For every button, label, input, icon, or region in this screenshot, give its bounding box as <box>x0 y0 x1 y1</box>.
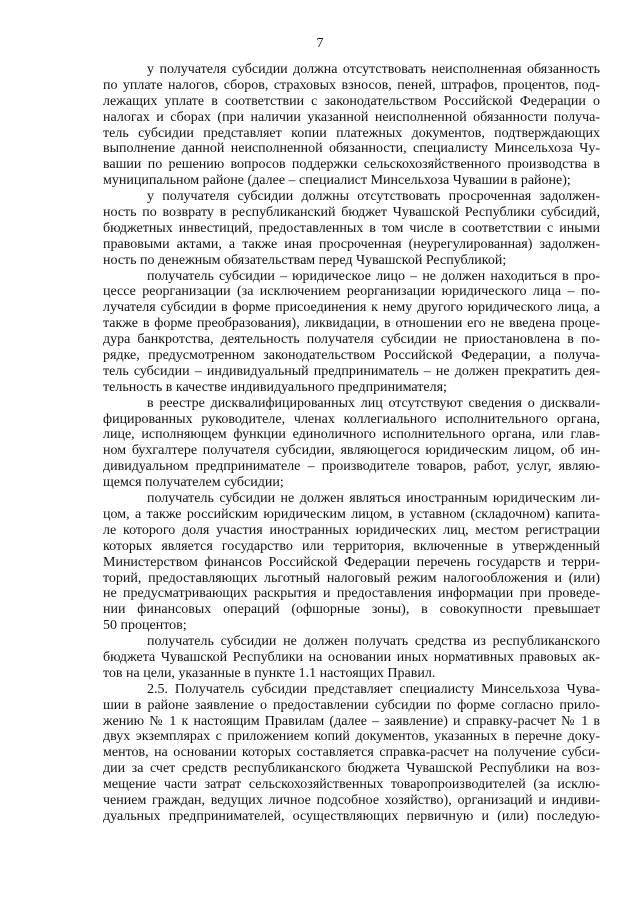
text-line: мещение части затрат сельскохозяйственных товаропроизводителей (за исклю- <box>103 777 600 793</box>
paragraph <box>103 269 600 396</box>
text-line: получатель субсидии не должен являться иностранным юридическим ли- <box>147 491 600 507</box>
text-line: фицированных руководителе, членах коллегиального исполнительного органа, <box>103 411 600 427</box>
text-line: выполнение данной неисполненной обязанности, специалисту Минсельхоза Чу- <box>103 141 600 157</box>
text-line: получатель субсидии – юридическое лицо – не должен находиться в про- <box>147 268 600 284</box>
document-body <box>103 62 600 825</box>
page-number: 7 <box>316 36 324 51</box>
paragraph <box>103 189 600 268</box>
text-line: налогах и сборах (при наличии указанной неисполненной обязанности получа- <box>103 109 600 125</box>
text-line: лучателя субсидии в форме присоединения к нему другого юридического лица, а <box>103 300 600 316</box>
paragraph <box>103 491 600 634</box>
text-line: шии в районе заявление о предоставлении субсидии по форме согласно прило- <box>103 697 600 713</box>
text-line: у получателя субсидии должна отсутствовать неисполненная обязанность <box>147 62 600 77</box>
text-line: Министерством финансов Российской Федерации перечень государств и терри- <box>103 554 600 570</box>
text-line: тельность в качестве индивидуального предпринимателя; <box>103 379 447 395</box>
text-line: лежащих уплате в соответствии с законодательством Российской Федерации о <box>103 93 600 109</box>
paragraph <box>103 634 600 682</box>
text-line: ность по возврату в республиканский бюджет Чувашской Республики субсидий, <box>103 205 600 221</box>
text-line: 50 процентов; <box>103 618 187 634</box>
text-line: по уплате налогов, сборов, страховых взносов, пеней, штрафов, процентов, под- <box>103 77 600 93</box>
text-line: которых является государство или территория, включенные в утвержденный <box>103 538 600 554</box>
text-line: бюджетных инвестиций, предоставленных в том числе в соответствии с иными <box>103 220 600 236</box>
text-line: дуальных предпринимателей, осуществляющих первичную и (или) последую- <box>103 808 600 824</box>
text-line: лице, исполняющем функции единоличного исполнительного органа, или глав- <box>103 427 600 443</box>
text-line: ле которого доля участия иностранных юридических лиц, местом регистрации <box>103 522 600 538</box>
text-line: муниципальном районе (далее – специалист Минсельхоза Чувашии в районе); <box>103 173 571 189</box>
text-line: ность по денежным обязательствам перед Чувашской Республикой; <box>103 252 507 268</box>
text-line: цом, а также российским юридическим лицом, в уставном (складочном) капита- <box>103 506 600 522</box>
text-line: дии за счет средств республиканского бюджета Чувашской Республики на воз- <box>103 761 600 777</box>
text-line: двух экземплярах с приложением копий документов, указанных в перечне доку- <box>103 729 600 745</box>
text-line: жению № 1 к настоящим Правилам (далее – заявление) и справку-расчет № 1 в <box>103 713 600 729</box>
text-line: бюджета Чувашской Республики на основании иных нормативных правовых ак- <box>103 649 600 665</box>
text-line: вашии по решению вопросов поддержки сельскохозяйственного производства в <box>103 157 600 173</box>
text-line: цессе реорганизации (за исключением реорганизации юридического лица – по- <box>103 284 600 300</box>
paragraph <box>103 396 600 491</box>
text-line: 2.5. Получатель субсидии представляет специалисту Минсельхоза Чува- <box>147 681 600 697</box>
text-line: не предусматривающих раскрытия и предоставления информации при проведе- <box>103 586 600 602</box>
text-line: нии финансовых операций (офшорные зоны), в совокупности превышает <box>103 602 600 618</box>
text-line: ментов, на основании которых составляется справка-расчет на получение субси- <box>103 745 600 761</box>
text-line: у получателя субсидии должны отсутствовать просроченная задолжен- <box>147 189 600 205</box>
text-line: торий, предоставляющих льготный налоговый режим налогообложения и (или) <box>103 570 600 586</box>
text-line: получатель субсидии не должен получать средства из республиканского <box>147 634 600 650</box>
text-line: рядке, предусмотренном законодательством Российской Федерации, а получа- <box>103 348 600 364</box>
text-line: тов на цели, указанные в пункте 1.1 настоящих Правил. <box>103 665 436 681</box>
text-line: чением граждан, ведущих личное подсобное хозяйство), организаций и индиви- <box>103 792 600 808</box>
paragraph <box>103 682 600 825</box>
text-line: также в форме преобразования), ликвидации, в отношении его не введена проце- <box>103 316 600 332</box>
text-line: в реестре дисквалифицированных лиц отсутствуют сведения о дисквали- <box>147 395 600 411</box>
text-line: правовыми актами, а также иная просроченная (неурегулированная) задолжен- <box>103 236 600 252</box>
text-line: ном бухгалтере получателя субсидии, являющегося юридическим лицом, об ин- <box>103 443 600 459</box>
paragraph <box>103 62 600 189</box>
text-line: щемся получателем субсидии; <box>103 475 284 491</box>
text-line: дура банкротства, деятельность получателя субсидии не приостановлена в по- <box>103 332 600 348</box>
text-line: дивидуальном предпринимателе – производителе товаров, работ, услуг, являю- <box>103 459 600 475</box>
text-line: тель субсидии – индивидуальный предприниматель – не должен прекратить дея- <box>103 363 600 379</box>
text-line: тель субсидии представляет копии платежных документов, подтверждающих <box>103 125 600 141</box>
